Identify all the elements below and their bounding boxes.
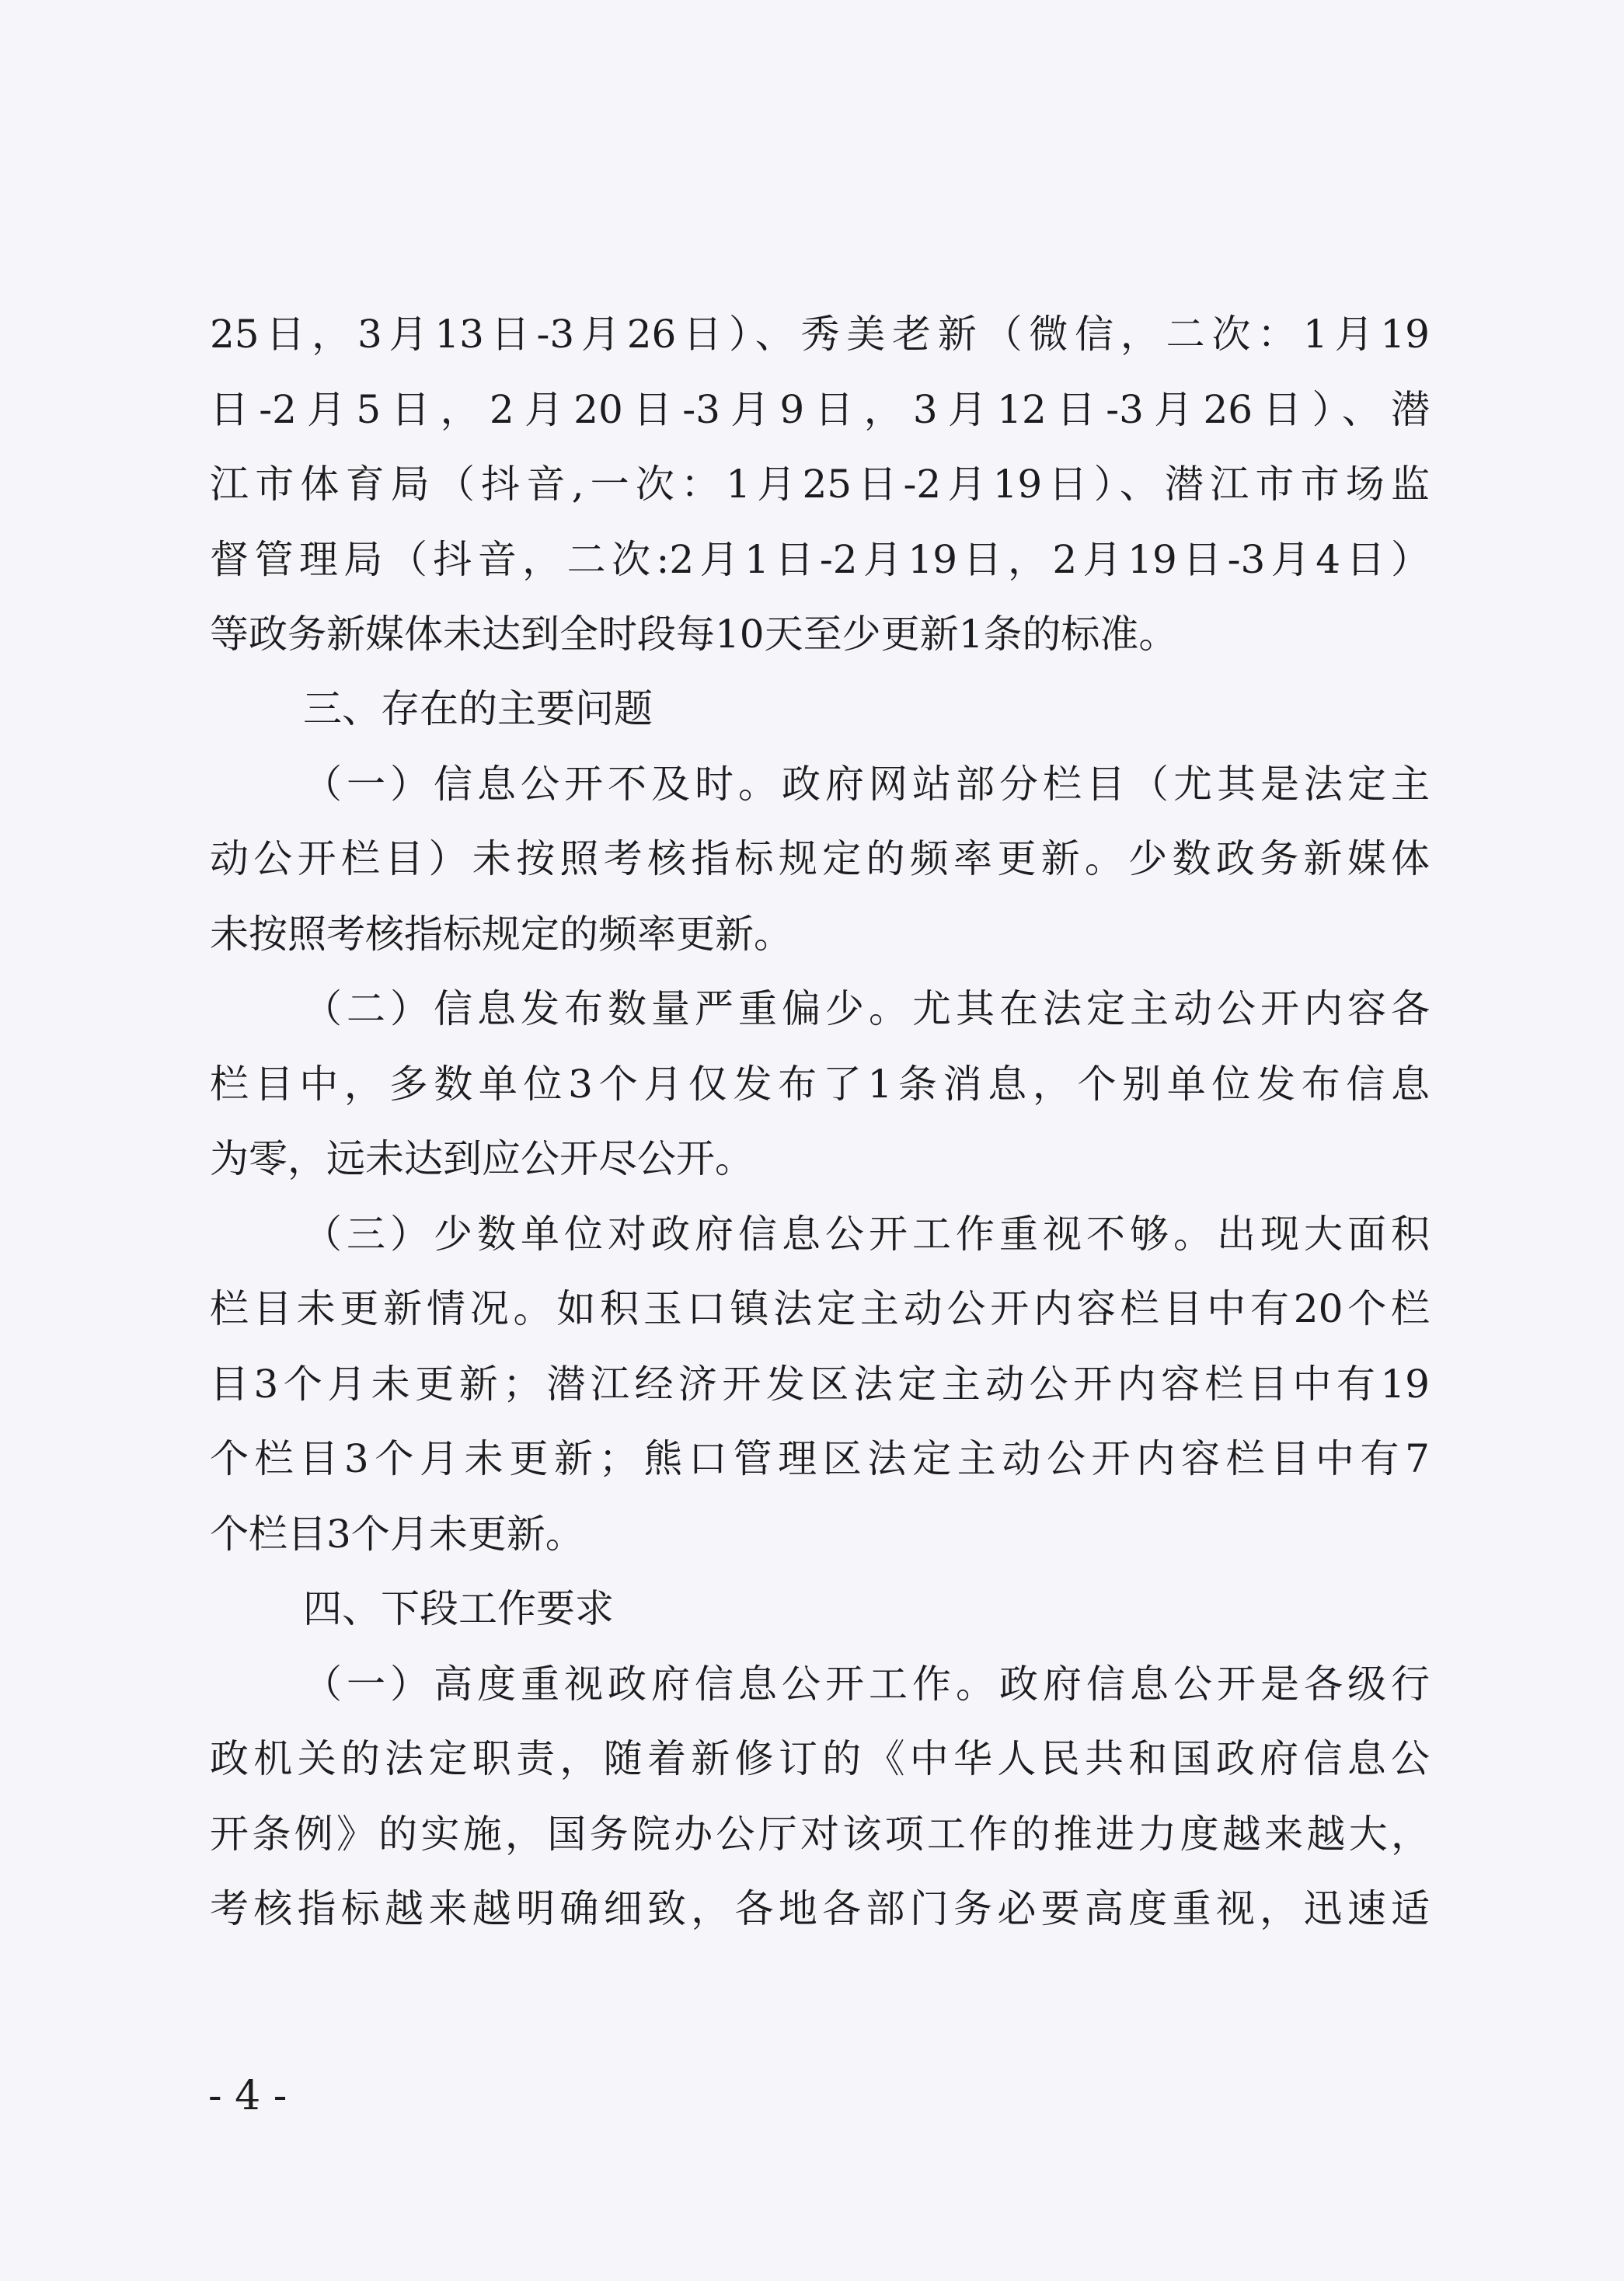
body-text-line: 政机关的法定职责，随着新修订的《中华人民共和国政府信息公: [210, 1736, 1430, 1781]
body-text-line: 栏目未更新情况。如积玉口镇法定主动公开内容栏目中有20个栏: [210, 1286, 1430, 1331]
body-text-line: 个栏目3个月未更新；熊口管理区法定主动公开内容栏目中有7: [210, 1436, 1430, 1481]
body-text-line: （三）少数单位对政府信息公开工作重视不够。出现大面积: [303, 1212, 1430, 1257]
body-text-line: 为零，远未达到应公开尽公开。: [210, 1136, 754, 1181]
body-text-line: 江市体育局（抖音,一次：1月25日-2月19日）、潜江市市场监: [210, 462, 1430, 507]
body-text-line: （一）高度重视政府信息公开工作。政府信息公开是各级行: [303, 1662, 1430, 1707]
body-text-line: 督管理局（抖音，二次:2月1日-2月19日，2月19日-3月4日）: [210, 537, 1430, 582]
body-text-line: 栏目中，多数单位3个月仅发布了1条消息，个别单位发布信息: [210, 1062, 1430, 1107]
body-text-line: 目3个月未更新；潜江经济开发区法定主动公开内容栏目中有19: [210, 1362, 1430, 1407]
body-text-line: 个栏目3个月未更新。: [210, 1512, 584, 1557]
body-text-line: （二）信息发布数量严重偏少。尤其在法定主动公开内容各: [303, 986, 1430, 1031]
body-text-line: 动公开栏目）未按照考核指标规定的频率更新。少数政务新媒体: [210, 836, 1430, 881]
body-text-line: 日-2月5日，2月20日-3月9日，3月12日-3月26日）、潜: [210, 387, 1430, 432]
body-text-line: （一）信息公开不及时。政府网站部分栏目（尤其是法定主: [303, 762, 1430, 807]
body-text-line: 开条例》的实施，国务院办公厅对该项工作的推进力度越来越大，: [210, 1812, 1430, 1857]
body-text-line: 未按照考核指标规定的频率更新。: [210, 912, 793, 957]
section-heading: 三、存在的主要问题: [303, 686, 653, 731]
body-text-line: 考核指标越来越明确细致，各地各部门务必要高度重视，迅速适: [210, 1886, 1430, 1931]
section-heading: 四、下段工作要求: [303, 1586, 614, 1631]
page-number: - 4 -: [208, 2073, 288, 2119]
body-text-line: 等政务新媒体未达到全时段每10天至少更新1条的标准。: [210, 612, 1178, 657]
body-text-line: 25日，3月13日-3月26日）、秀美老新（微信，二次：1月19: [210, 312, 1430, 357]
